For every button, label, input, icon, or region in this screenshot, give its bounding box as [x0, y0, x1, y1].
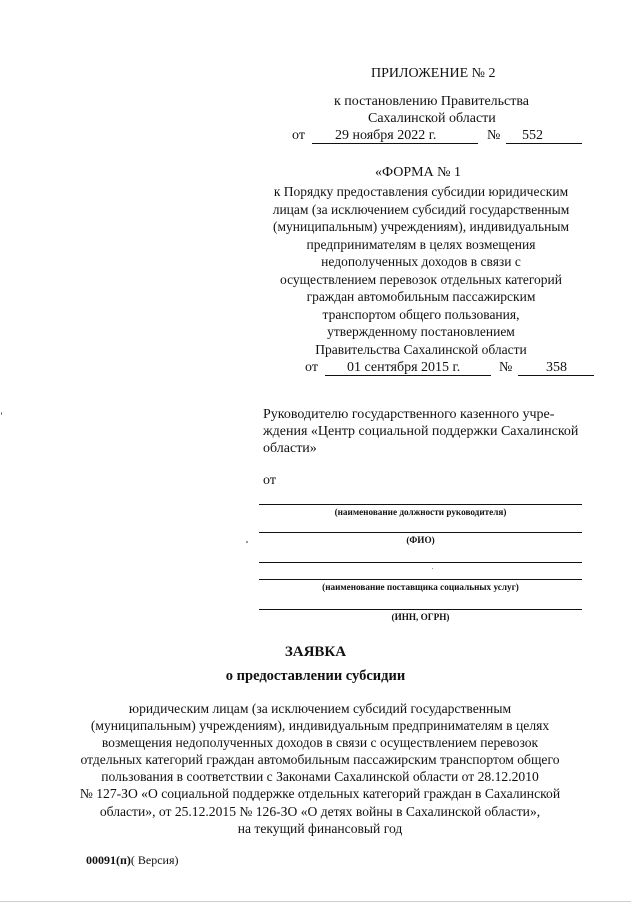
- footer-version-label: ( Версия): [130, 853, 179, 867]
- footer-version: [86, 853, 179, 868]
- provider-caption: (наименование поставщика социальных услуг): [322, 582, 519, 592]
- application-subtitle: о предоставлении субсидии: [225, 668, 406, 684]
- scan-speck: [246, 541, 248, 543]
- form-line: утвержденному постановлением: [327, 324, 515, 339]
- form-line: предпринимателям в целях возмещения: [306, 236, 536, 252]
- form-line: транспортом общего пользования,: [322, 306, 520, 322]
- form-line: осуществлением перевозок отдельных категорий: [280, 271, 562, 287]
- form-description: [250, 183, 592, 358]
- scan-speck: [432, 568, 433, 569]
- form-line: к Порядку предоставления субсидии юридическим: [273, 184, 569, 199]
- page-edge-line: [0, 901, 631, 902]
- application-body-line: № 127-ЗО «О социальной поддержке отдельных категорий граждан в Сахалинской: [79, 786, 561, 802]
- form-num-label: №: [499, 360, 513, 375]
- position-line: [259, 504, 582, 505]
- appendix-title: ПРИЛОЖЕНИЕ № 2: [371, 66, 496, 81]
- application-body-line: юридическим лицам (за исключением субсидий государственным: [128, 701, 512, 716]
- addressee-line-2: ждения «Центр социальной поддержки Сахалинской: [263, 424, 579, 439]
- appendix-number-underline: [506, 143, 582, 144]
- application-body-line: области», от 25.12.2015 № 126-ЗО «О детях войны в Сахалинской области»,: [99, 803, 541, 819]
- application-body-line: возмещения недополученных доходов в связи с осуществлением перевозок: [101, 735, 539, 751]
- form-line: недополученных доходов в связи с: [321, 254, 521, 269]
- application-body: [70, 700, 570, 837]
- appendix-line-2: Сахалинской области: [368, 111, 496, 126]
- form-line: Правительства Сахалинской области: [315, 341, 527, 357]
- inn-caption: (ИНН, ОГРН): [391, 612, 450, 622]
- form-date: 01 сентября 2015 г.: [347, 360, 461, 375]
- application-body-line: отдельных категорий граждан автомобильным пассажирским транспортом общего: [80, 752, 560, 768]
- appendix-line-1: к постановлению Правительства: [334, 94, 530, 109]
- form-line: (муниципальным) учреждениям), индивидуальным: [273, 219, 569, 234]
- appendix-num-label: №: [487, 128, 501, 143]
- appendix-date: 29 ноября 2022 г.: [335, 128, 437, 143]
- fio-line: [259, 532, 582, 533]
- fio-caption: (ФИО): [406, 535, 435, 545]
- addressee-line-1: Руководителю государственного казенного учре-: [263, 407, 555, 422]
- form-from-label: от: [305, 360, 318, 375]
- form-line: граждан автомобильным пассажирским: [306, 289, 536, 304]
- scan-speck: [1, 412, 2, 415]
- form-number: 358: [546, 360, 567, 375]
- appendix-number: 552: [522, 128, 543, 143]
- form-title: «ФОРМА № 1: [375, 165, 462, 180]
- provider-line-2: [259, 579, 582, 580]
- application-body-line: на текущий финансовый год: [237, 820, 403, 836]
- application-body-line: пользования в соответствии с Законами Сахалинской области от 28.12.2010: [101, 769, 539, 785]
- position-caption: (наименование должности руководителя): [334, 507, 507, 517]
- application-body-line: (муниципальным) учреждениям), индивидуальным предпринимателям в целях: [90, 718, 550, 734]
- provider-line-1: [259, 562, 582, 563]
- addressee-line-3: области»: [263, 441, 317, 456]
- footer-code: 00091(п): [86, 853, 131, 867]
- appendix-from-label: от: [292, 128, 305, 143]
- addressee-from-label: от: [263, 473, 276, 488]
- inn-line: [259, 609, 582, 610]
- form-line: лицам (за исключением субсидий государственным: [272, 201, 570, 217]
- application-title: ЗАЯВКА: [284, 644, 347, 660]
